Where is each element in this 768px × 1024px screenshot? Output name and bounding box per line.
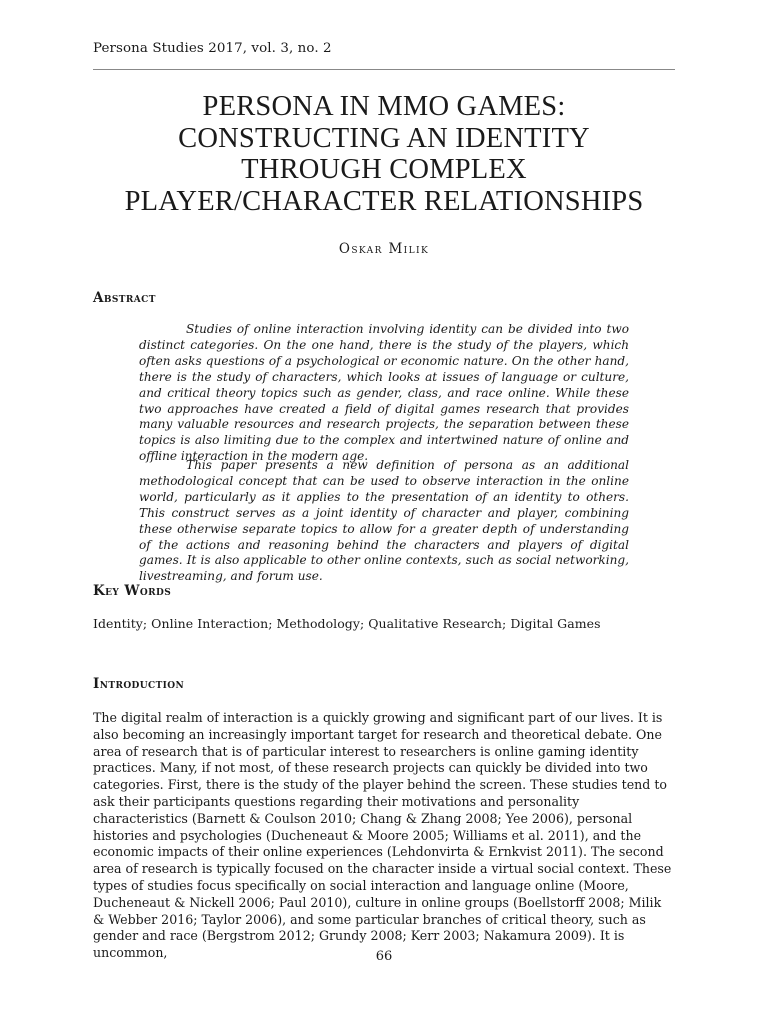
- page-number: 66: [375, 949, 393, 964]
- title-line: CONSTRUCTING AN IDENTITY: [178, 122, 590, 154]
- abstract-paragraph: Studies of online interaction involving identity can be divided into two distinct categories. On the one hand, there is the study of the players, which often asks questions of a psychological or economic nature. On the other hand, there is the study of characters, which looks at issues of language or culture, and critical theory topics such as gender, class, and race online. While these two approaches have created a field of digital games research that provides many valuable resources and research projects, the separation between these topics is also limiting due to the complex and intertwined nature of online and offline interaction in the modern age.: [139, 322, 629, 464]
- keywords-heading: Key Words: [93, 583, 172, 599]
- abstract-paragraph: This paper presents a new definition of persona as an additional methodological concept that can be used to observe interaction in the online world, particularly as it applies to the presentation of an identity to others. This construct serves as a joint identity of character and player, combining these otherwise separate topics to allow for a greater depth of understanding of the actions and reasoning behind the characters and players of digital games. It is also applicable to other online contexts, such as social networking, livestreaming, and forum use.: [139, 458, 629, 584]
- introduction-heading: Introduction: [93, 676, 185, 692]
- running-head: Persona Studies 2017, vol. 3, no. 2: [93, 41, 332, 56]
- title-line: PERSONA IN MMO GAMES:: [202, 91, 566, 122]
- introduction-paragraph: The digital realm of interaction is a quickly growing and significant part of our lives. It is also becoming an increasingly important target for research and theoretical debate. One area of research that is of particular interest to researchers is online gaming identity practices. Many, if not most, of these research projects can quickly be divided into two categories. First, there is the study of the player behind the screen. These studies tend to ask their participants questions regarding their motivations and personality characteristics (Barnett & Coulson 2010; Chang & Zhang 2008; Yee 2006), personal histories and psychologies (Ducheneaut & Moore 2005; Williams et al. 2011), and the economic impacts of their online experiences (Lehdonvirta & Ernkvist 2011). The second area of research is typically focused on the character inside a virtual social context. These types of studies focus specifically on social interaction and language online (Moore, Ducheneaut & Nickell 2006; Paul 2010), culture in online groups (Boellstorff 2008; Milik & Webber 2016; Taylor 2006), and some particular branches of critical theory, such as gender and race (Bergstrom 2012; Grundy 2008; Kerr 2003; Nakamura 2009). It is uncommon,: [93, 710, 672, 961]
- header-divider: [93, 69, 675, 70]
- author-name: Oskar Milik: [338, 241, 430, 257]
- abstract-heading: Abstract: [93, 290, 156, 306]
- keywords-list: Identity; Online Interaction; Methodology; Qualitative Research; Digital Games: [93, 616, 601, 631]
- title-line: PLAYER/CHARACTER RELATIONSHIPS: [124, 186, 644, 218]
- article-title: [60, 91, 708, 218]
- title-line: THROUGH COMPLEX: [241, 154, 527, 186]
